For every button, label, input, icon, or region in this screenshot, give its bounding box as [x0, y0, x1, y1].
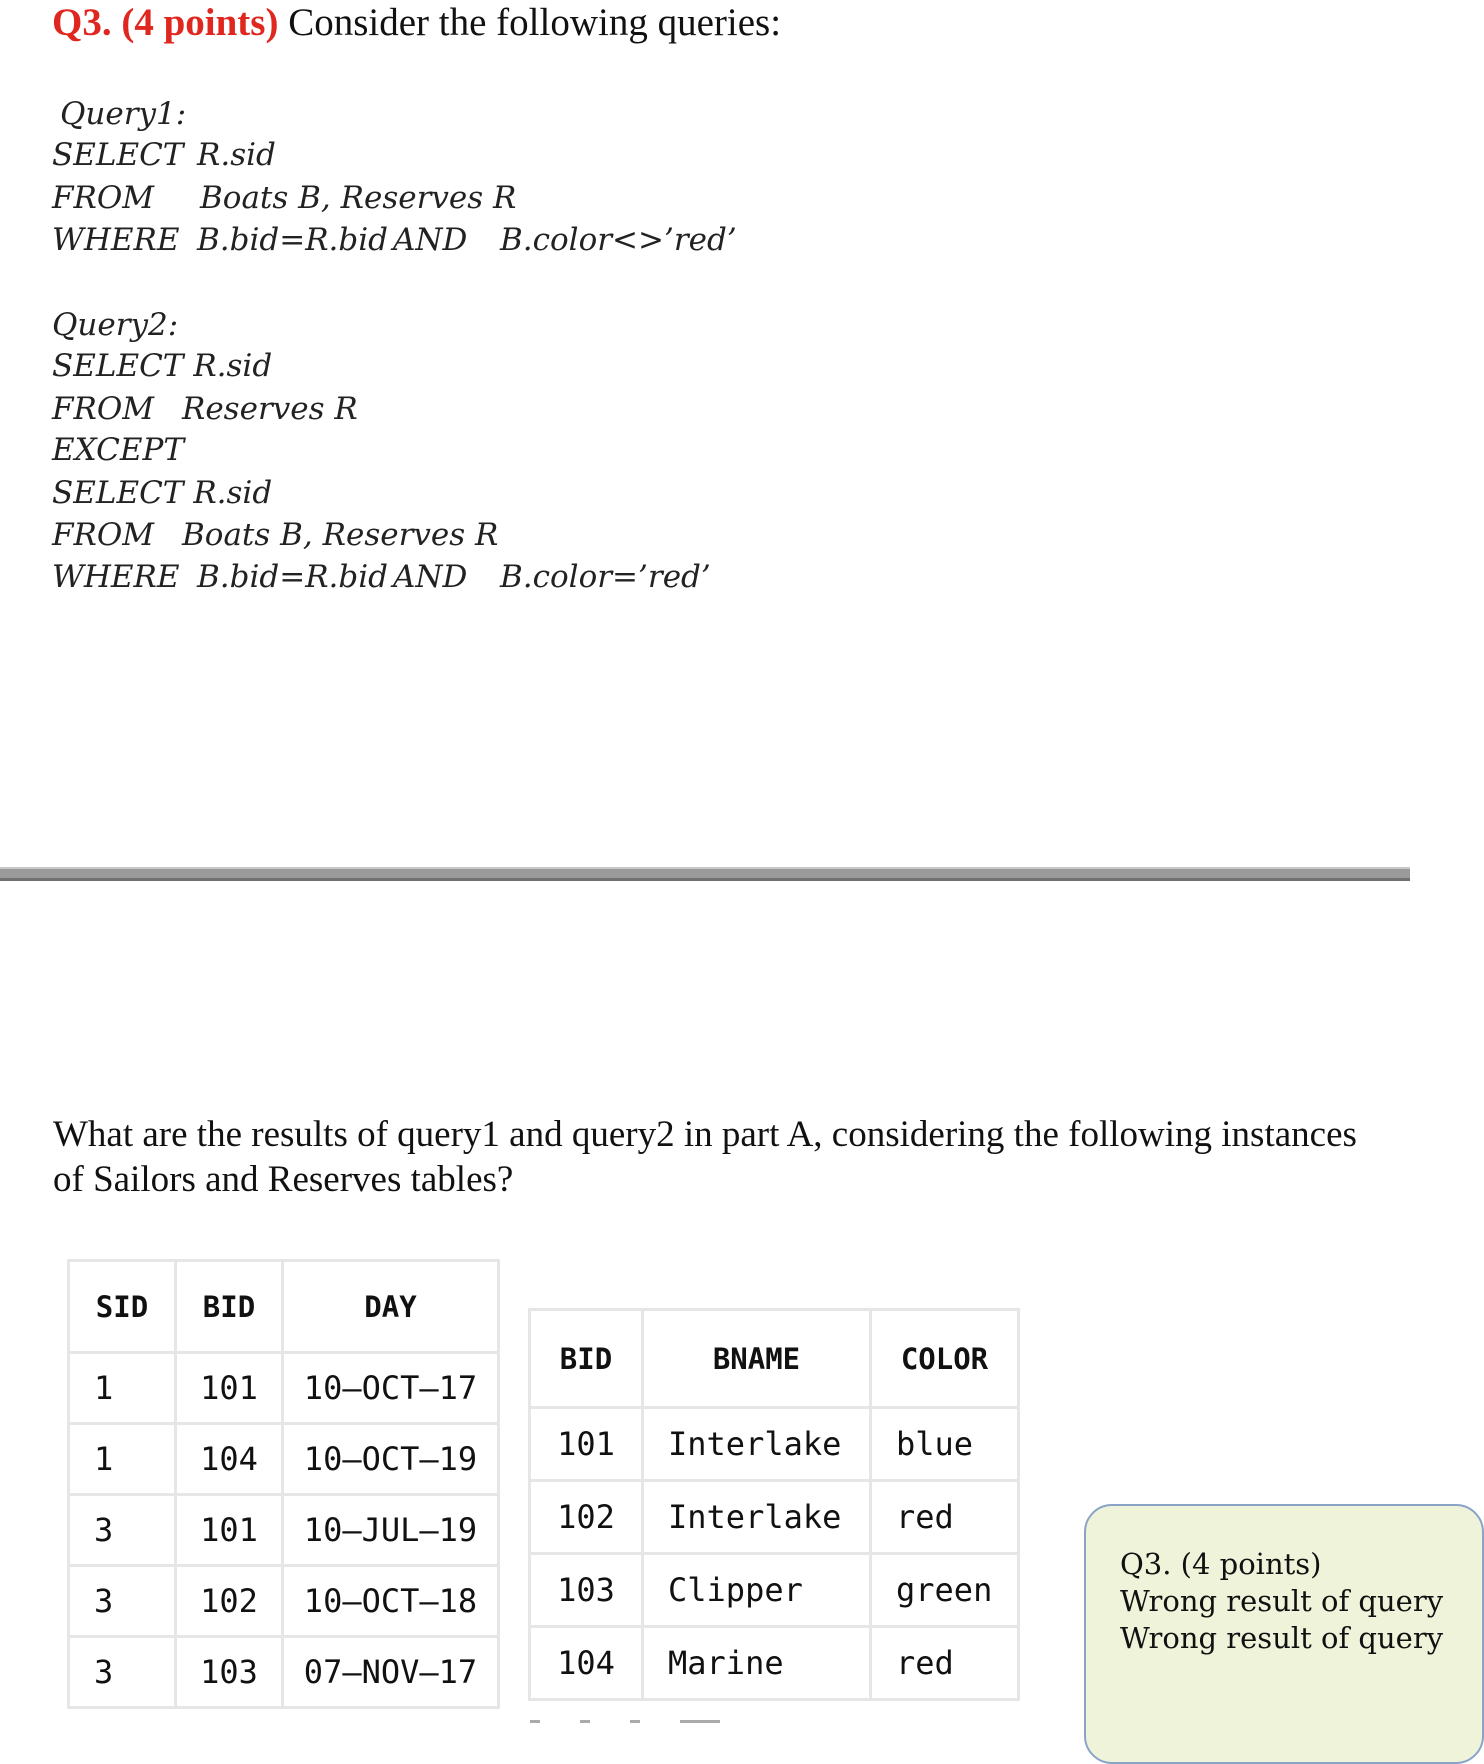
- cell-sid: 1: [69, 1424, 176, 1495]
- comment-line-2: Wrong result of query: [1120, 1584, 1444, 1618]
- where-condition-1: B.bid=R.bid: [197, 559, 389, 595]
- table-row: [69, 1637, 499, 1708]
- question-intro: Consider the following queries:: [278, 1, 782, 44]
- page-divider: [0, 867, 1410, 881]
- where-keyword: WHERE: [52, 222, 180, 258]
- where-keyword: WHERE: [52, 559, 180, 595]
- where-condition-2: B.color<>’red’: [500, 222, 737, 258]
- query2-from-line-2: [52, 517, 498, 553]
- cell-bid: 102: [176, 1566, 283, 1637]
- question-label: Q3. (4 points): [52, 1, 279, 44]
- cell-bname: Marine: [643, 1627, 871, 1700]
- question-title: [52, 0, 781, 46]
- cell-day: 07–NOV–17: [283, 1637, 499, 1708]
- column-header-bname: BNAME: [643, 1310, 871, 1408]
- table-row: [69, 1424, 499, 1495]
- cell-bid: 103: [530, 1554, 643, 1627]
- cell-bid: 103: [176, 1637, 283, 1708]
- and-keyword: AND: [393, 559, 468, 595]
- table-row: [530, 1408, 1019, 1481]
- cell-bname: Clipper: [643, 1554, 871, 1627]
- query2-select-line-1: SELECT R.sid: [52, 348, 273, 384]
- from-value: Boats B, Reserves R: [182, 517, 499, 553]
- cell-bid: 101: [176, 1353, 283, 1424]
- where-condition-1: B.bid=R.bid: [197, 222, 389, 258]
- reserves-table: [67, 1259, 500, 1709]
- cell-sid: 1: [69, 1353, 176, 1424]
- table-row: [69, 1566, 499, 1637]
- cell-bname: Interlake: [643, 1481, 871, 1554]
- cell-color: green: [871, 1554, 1019, 1627]
- query2-title: Query2:: [52, 307, 179, 343]
- from-keyword: FROM: [52, 517, 155, 553]
- query1-select-line: [52, 137, 276, 173]
- table-row: [530, 1627, 1019, 1700]
- from-keyword: FROM: [52, 180, 155, 216]
- comment-line-1: Q3. (4 points): [1120, 1547, 1322, 1581]
- column-header-bid: BID: [530, 1310, 643, 1408]
- query2-select-line-2: SELECT R.sid: [52, 475, 273, 511]
- cell-color: blue: [871, 1408, 1019, 1481]
- cell-bid: 102: [530, 1481, 643, 1554]
- from-value: Boats B, Reserves R: [200, 180, 517, 216]
- table-row: [69, 1353, 499, 1424]
- table-row: [69, 1495, 499, 1566]
- cell-sid: 3: [69, 1566, 176, 1637]
- cell-sid: 3: [69, 1637, 176, 1708]
- cell-sid: 3: [69, 1495, 176, 1566]
- cell-bname: Interlake: [643, 1408, 871, 1481]
- cell-color: red: [871, 1627, 1019, 1700]
- cell-color: red: [871, 1481, 1019, 1554]
- table-row: [530, 1481, 1019, 1554]
- prompt-line-1: What are the results of query1 and query2 in part A, considering the following instances: [53, 1114, 1357, 1155]
- query2-where-line: [52, 559, 711, 595]
- table-row: [530, 1554, 1019, 1627]
- query1-from-line: [52, 180, 516, 216]
- from-keyword: FROM: [52, 391, 155, 427]
- cell-day: 10–OCT–19: [283, 1424, 499, 1495]
- table-header-row: [530, 1310, 1019, 1408]
- partial-row-fragment: [530, 1710, 770, 1714]
- select-keyword: SELECT: [52, 137, 184, 173]
- column-header-day: DAY: [283, 1261, 499, 1353]
- cell-day: 10–OCT–18: [283, 1566, 499, 1637]
- from-value: Reserves R: [182, 391, 358, 427]
- query2-from-line-1: [52, 391, 358, 427]
- comment-line-3: Wrong result of query: [1120, 1621, 1444, 1655]
- prompt-line-2: of Sailors and Reserves tables?: [53, 1159, 514, 1200]
- cell-bid: 104: [530, 1627, 643, 1700]
- boats-table: [528, 1308, 1020, 1701]
- cell-bid: 104: [176, 1424, 283, 1495]
- cell-bid: 101: [530, 1408, 643, 1481]
- cell-bid: 101: [176, 1495, 283, 1566]
- query1-where-line: [52, 222, 737, 258]
- query1-title: Query1:: [60, 96, 187, 132]
- column-header-sid: SID: [69, 1261, 176, 1353]
- where-condition-2: B.color=’red’: [500, 559, 711, 595]
- column-header-color: COLOR: [871, 1310, 1019, 1408]
- cell-day: 10–JUL–19: [283, 1495, 499, 1566]
- column-header-bid: BID: [176, 1261, 283, 1353]
- select-value: R.sid: [197, 137, 276, 173]
- table-header-row: [69, 1261, 499, 1353]
- query2-except-line: EXCEPT: [52, 432, 185, 468]
- and-keyword: AND: [393, 222, 468, 258]
- cell-day: 10–OCT–17: [283, 1353, 499, 1424]
